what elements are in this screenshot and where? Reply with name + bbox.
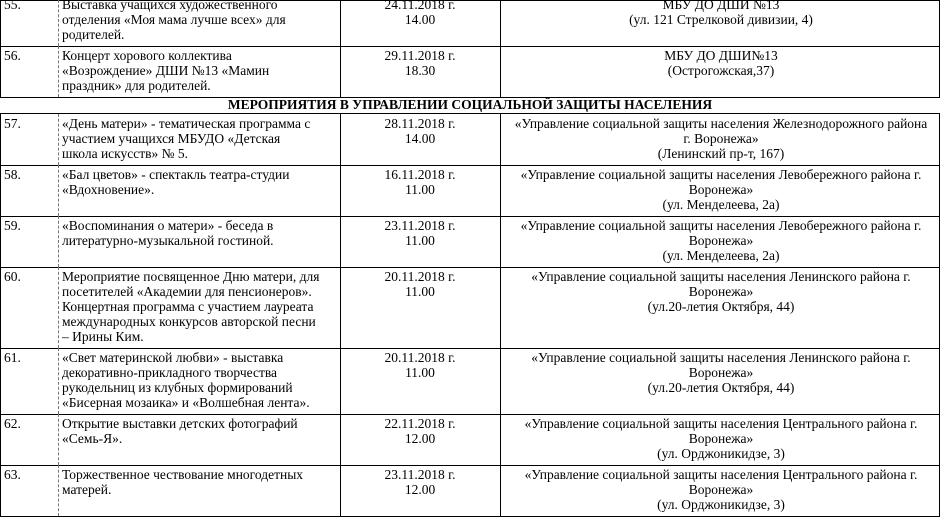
event-name-line: литературно-музыкальной гостиной.	[62, 233, 274, 248]
column-divider	[0, 348, 1, 414]
event-place-line: Воронежа»	[688, 182, 754, 197]
event-date-line: 29.11.2018 г.	[384, 48, 456, 63]
event-place-line: Воронежа»	[688, 482, 754, 497]
event-date-line: 18.30	[404, 63, 436, 78]
event-place-line: «Управление социальной защиты населения Ленинского района г.	[531, 350, 911, 365]
event-name-line: «Вдохновение».	[62, 182, 155, 197]
event-place	[502, 116, 940, 161]
event-place-line: «Управление социальной защиты населения Левобережного района г.	[520, 167, 922, 182]
event-name-line: Концерт хорового коллектива	[62, 48, 232, 63]
event-place-line: (ул.20-летия Октября, 44)	[647, 299, 795, 314]
row-number	[4, 0, 56, 12]
column-divider	[500, 0, 501, 46]
event-place-line: (ул. Орджоникидзе, 3)	[657, 497, 785, 512]
event-name-line: матерей.	[62, 482, 112, 497]
event-place	[502, 218, 940, 263]
row-number	[4, 218, 56, 233]
column-divider	[340, 165, 341, 216]
event-name-line: родителей.	[62, 27, 125, 42]
event-name-line: Мероприятие посвященное Дню матери, для	[62, 269, 320, 284]
event-name-line: Торжественное чествование многодетных	[62, 467, 304, 482]
row-number-text: 63.	[4, 467, 21, 482]
event-date-line: 11.00	[405, 233, 435, 248]
event-name	[62, 467, 338, 497]
row-number-text: 58.	[4, 167, 21, 182]
event-name-line: «День матери» - тематическая программа с	[62, 116, 311, 131]
row-number-text: 60.	[4, 269, 21, 284]
event-place-line: (Острогожская,37)	[667, 63, 775, 78]
column-divider	[0, 414, 1, 465]
event-name-line: отделения «Моя мама лучше всех» для	[62, 12, 286, 27]
column-divider	[58, 0, 59, 46]
event-name-line: Концертная программа с участием лауреата	[62, 299, 314, 314]
column-divider	[340, 348, 341, 414]
event-place-line: (ул. Менделеева, 2а)	[662, 197, 780, 212]
column-divider	[58, 414, 59, 465]
row-number-text: 61.	[4, 350, 21, 365]
event-date-line: 11.00	[405, 365, 435, 380]
table-row	[0, 0, 940, 47]
row-number	[4, 467, 56, 482]
event-name-line: праздник» для родителей.	[62, 78, 211, 93]
event-place	[502, 0, 940, 27]
event-place	[502, 167, 940, 212]
event-name-line: «Бисерная мозаика» и «Волшебная лента».	[62, 395, 310, 410]
event-date	[342, 416, 498, 446]
column-divider	[0, 165, 1, 216]
column-divider	[500, 348, 501, 414]
event-date	[342, 218, 498, 248]
event-place-line: «Управление социальной защиты населения Центрального района г.	[524, 467, 918, 482]
event-date	[342, 116, 498, 146]
event-place-line: г. Воронежа»	[683, 131, 759, 146]
column-divider	[340, 0, 341, 46]
event-date-line: 11.00	[405, 284, 435, 299]
event-date-line: 20.11.2018 г.	[384, 350, 456, 365]
event-name	[62, 416, 338, 446]
event-name-line: – Ирины Ким.	[62, 329, 144, 344]
event-name-line: Выставка учащихся художественного	[62, 0, 278, 12]
table-row	[0, 114, 940, 166]
event-name	[62, 269, 338, 344]
column-divider	[58, 465, 59, 516]
event-place-line: (ул.20-летия Октября, 44)	[647, 380, 795, 395]
event-name-line: Открытие выставки детских фотографий	[62, 416, 298, 431]
column-divider	[0, 114, 1, 165]
event-place	[502, 48, 940, 78]
column-divider	[0, 465, 1, 516]
event-date	[342, 48, 498, 78]
column-divider	[58, 114, 59, 165]
event-place-line: «Управление социальной защиты населения Железнодорожного района	[514, 116, 928, 131]
table-row	[0, 216, 940, 268]
column-divider	[58, 165, 59, 216]
event-date	[342, 350, 498, 380]
column-divider	[340, 114, 341, 165]
table-row	[0, 465, 940, 517]
event-place-line: Воронежа»	[688, 365, 754, 380]
event-place-line: (ул. Орджоникидзе, 3)	[657, 446, 785, 461]
event-name	[62, 116, 338, 161]
event-place-line: Воронежа»	[688, 284, 754, 299]
column-divider	[0, 0, 1, 46]
table-row	[0, 267, 940, 349]
event-name-line: международных конкурсов авторской песни	[62, 314, 316, 329]
event-date-line: 23.11.2018 г.	[384, 467, 456, 482]
column-divider	[500, 414, 501, 465]
event-name-line: «Семь-Я».	[62, 431, 123, 446]
column-divider	[58, 348, 59, 414]
event-date	[342, 167, 498, 197]
event-name-line: декоративно-прикладного творчества	[62, 365, 278, 380]
event-name-line: «Возрождение» ДШИ №13 «Мамин	[62, 63, 270, 78]
column-divider	[340, 267, 341, 348]
event-name-line: участием учащихся МБУДО «Детская	[62, 131, 281, 146]
event-place-line: «Управление социальной защиты населения Левобережного района г.	[520, 218, 922, 233]
column-divider	[58, 46, 59, 97]
column-divider	[0, 267, 1, 348]
column-divider	[500, 267, 501, 348]
column-divider	[58, 216, 59, 267]
event-place	[502, 269, 940, 314]
event-date-line: 16.11.2018 г.	[384, 167, 456, 182]
row-number	[4, 167, 56, 182]
event-date	[342, 0, 498, 27]
row-number	[4, 350, 56, 365]
event-place	[502, 467, 940, 512]
column-divider	[340, 414, 341, 465]
event-name	[62, 0, 338, 42]
event-place-line: (ул. Менделеева, 2а)	[662, 248, 780, 263]
column-divider	[500, 114, 501, 165]
event-name-line: посетителей «Академии для пенсионеров».	[62, 284, 312, 299]
event-place-line: Воронежа»	[688, 431, 754, 446]
section-heading: МЕРОПРИЯТИЯ В УПРАВЛЕНИИ СОЦИАЛЬНОЙ ЗАЩИТЫ НАСЕЛЕНИЯ	[0, 97, 940, 114]
column-divider	[500, 165, 501, 216]
event-place-line: МБУ ДО ДШИ №13	[662, 0, 780, 12]
column-divider	[0, 216, 1, 267]
event-place	[502, 350, 940, 395]
event-date	[342, 269, 498, 299]
event-name-line: «Воспоминания о матери» - беседа в	[62, 218, 274, 233]
row-number-text: 56.	[4, 48, 21, 63]
event-date-line: 22.11.2018 г.	[384, 416, 456, 431]
event-name-line: рукодельниц из клубных формирований	[62, 380, 293, 395]
row-number-text: 59.	[4, 218, 21, 233]
event-place-line: (Ленинский пр-т, 167)	[657, 146, 785, 161]
event-place	[502, 416, 940, 461]
row-number-text: 55.	[4, 0, 21, 12]
column-divider	[500, 465, 501, 516]
event-date-line: 20.11.2018 г.	[384, 269, 456, 284]
event-name	[62, 48, 338, 93]
event-date-line: 11.00	[405, 182, 435, 197]
event-date-line: 28.11.2018 г.	[384, 116, 456, 131]
column-divider	[500, 46, 501, 97]
column-divider	[340, 46, 341, 97]
event-date-line: 14.00	[404, 12, 436, 27]
event-date-line: 12.00	[404, 431, 436, 446]
table-row	[0, 46, 940, 98]
event-date-line: 14.00	[404, 131, 436, 146]
event-date-line: 23.11.2018 г.	[384, 218, 456, 233]
event-place-line: «Управление социальной защиты населения Центрального района г.	[524, 416, 918, 431]
column-divider	[0, 46, 1, 97]
column-divider	[340, 465, 341, 516]
event-place-line: (ул. 121 Стрелковой дивизии, 4)	[629, 12, 813, 27]
table-row	[0, 348, 940, 415]
table-row	[0, 165, 940, 217]
row-number	[4, 416, 56, 431]
event-place-line: «Управление социальной защиты населения Ленинского района г.	[531, 269, 911, 284]
event-date-line: 12.00	[404, 482, 436, 497]
column-divider	[58, 267, 59, 348]
event-name	[62, 218, 338, 248]
row-number	[4, 116, 56, 131]
event-name	[62, 350, 338, 410]
event-place-line: МБУ ДО ДШИ№13	[664, 48, 778, 63]
row-number-text: 57.	[4, 116, 21, 131]
event-date-line: 24.11.2018 г.	[384, 0, 456, 12]
event-name	[62, 167, 338, 197]
event-place-line: Воронежа»	[688, 233, 754, 248]
event-name-line: «Бал цветов» - спектакль театра-студии	[62, 167, 290, 182]
row-number-text: 62.	[4, 416, 21, 431]
column-divider	[500, 216, 501, 267]
row-number	[4, 269, 56, 284]
event-date	[342, 467, 498, 497]
event-name-line: школа искусств» № 5.	[62, 146, 189, 161]
column-divider	[340, 216, 341, 267]
table-row	[0, 414, 940, 466]
event-name-line: «Свет материнской любви» - выставка	[62, 350, 284, 365]
row-number	[4, 48, 56, 63]
